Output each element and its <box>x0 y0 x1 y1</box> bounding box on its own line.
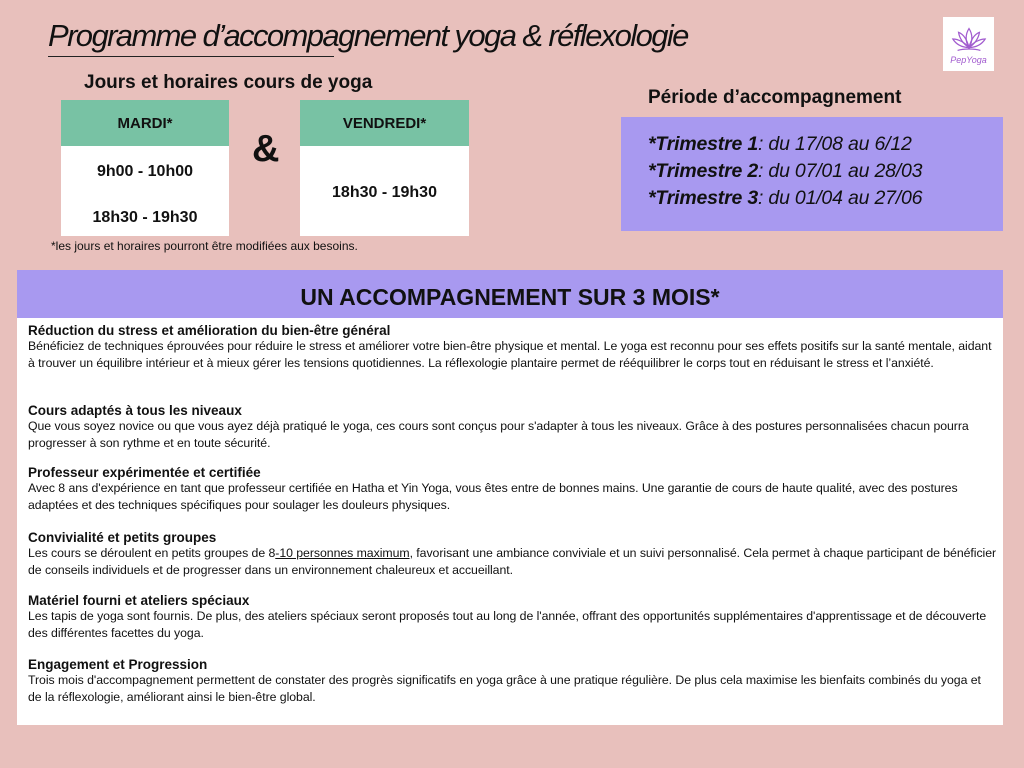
main-panel <box>17 270 1003 725</box>
ampersand-separator: & <box>252 128 280 170</box>
title-underline <box>48 56 334 57</box>
logo-text: PepYoga <box>950 54 987 65</box>
underlined-text: -10 personnes maximum <box>275 546 410 560</box>
period-box <box>621 117 1003 231</box>
section-levels <box>28 403 997 452</box>
section-title: Convivialité et petits groupes <box>28 530 217 545</box>
section-groups <box>28 530 997 579</box>
section-body: Bénéficiez de techniques éprouvées pour réduire le stress et améliorer votre bien-être physique et mental. Le yoga est reconnu pour ses effets positifs sur la santé mentale, aidant à trouver un équilibre intérieur et à mieux gérer les tensions quotidiennes. La réflexologie plantaire permet de rééquilibrer le corps tout en réduisant le stress et l’anxiété. <box>28 339 992 370</box>
section-equipment <box>28 593 997 642</box>
day-name: VENDREDI* <box>300 100 469 146</box>
day-box-vendredi <box>300 100 469 236</box>
time-slot: 18h30 - 19h30 <box>92 209 198 226</box>
section-title: Réduction du stress et amélioration du bien-être général <box>28 323 391 338</box>
section-commitment <box>28 657 997 706</box>
section-title: Matériel fourni et ateliers spéciaux <box>28 593 250 608</box>
main-banner: UN ACCOMPAGNEMENT SUR 3 MOIS* <box>17 270 1003 318</box>
section-body: Les cours se déroulent en petits groupes de 8-10 personnes maximum, favorisant une ambiance conviviale et un suivi personnalisé. Cela permet à chaque participant de bénéficier de conseils individuels et de progresser dans un environnement chaleureux et accueillant. <box>28 546 997 577</box>
section-stress <box>28 323 997 372</box>
page-title: Programme d’accompagnement yoga & réflexologie <box>48 18 688 53</box>
section-title: Engagement et Progression <box>28 657 208 672</box>
trimester-line: *Trimestre 1: du 17/08 au 6/12 <box>648 133 912 155</box>
section-title: Professeur expérimentée et certifiée <box>28 465 261 480</box>
time-slot: 9h00 - 10h00 <box>96 163 194 180</box>
logo <box>943 17 994 71</box>
day-name: MARDI* <box>61 100 229 146</box>
section-body: Avec 8 ans d'expérience en tant que professeur certifiée en Hatha et Yin Yoga, vous êtes entre de bonnes mains. Une garantie de cours de haute qualité, avec des postures adaptées et des techniques spécifiques pour soulager les douleurs physiques. <box>28 481 958 512</box>
section-body: Les tapis de yoga sont fournis. De plus, des ateliers spéciaux seront proposés tout au long de l'année, offrant des opportunités supplémentaires d'apprentissage et de découverte des différentes facettes du yoga. <box>28 609 987 640</box>
trimester-line: *Trimestre 2: du 07/01 au 28/03 <box>648 160 923 182</box>
schedule-heading: Jours et horaires cours de yoga <box>84 72 373 93</box>
section-body: Trois mois d'accompagnement permettent de constater des progrès significatifs en yoga grâce à une pratique régulière. De plus cela maximise les bienfaits combinés du yoga et de la réflexologie, améliorant ainsi le bien-être global. <box>28 673 981 704</box>
section-title: Cours adaptés à tous les niveaux <box>28 403 242 418</box>
lotus-icon <box>950 24 988 54</box>
section-body: Que vous soyez novice ou que vous ayez déjà pratiqué le yoga, ces cours sont conçus pour s'adapter à tous les niveaux. Grâce à des postures personnalisées chacun pourra progresser à son rythme et en toute sécurité. <box>28 419 969 450</box>
day-box-mardi <box>61 100 229 236</box>
trimester-line: *Trimestre 3: du 01/04 au 27/06 <box>648 187 923 209</box>
period-heading: Période d’accompagnement <box>648 87 902 108</box>
time-slot: 18h30 - 19h30 <box>332 184 437 201</box>
section-teacher <box>28 465 997 514</box>
schedule-note: *les jours et horaires pourront être modifiées aux besoins. <box>51 239 358 253</box>
